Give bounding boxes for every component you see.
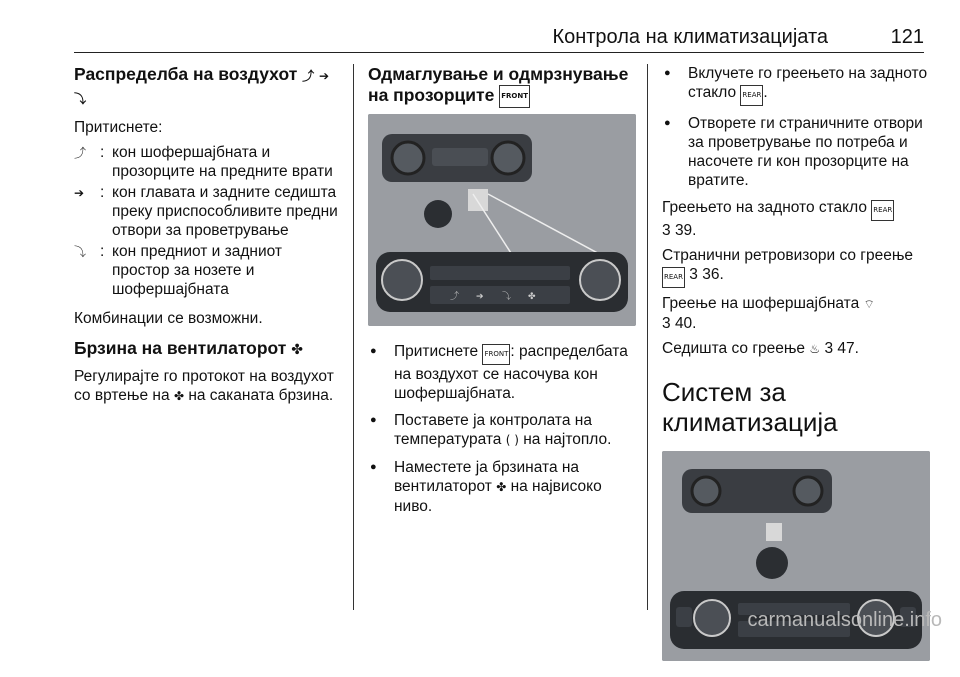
list-item: ● Поставете ја контролата на температурата ( ) на најтопло.	[368, 411, 636, 450]
page-ref-arrow: 3	[662, 315, 671, 332]
heading-fan-speed: Брзина на вентилаторот ✤	[74, 338, 342, 361]
page-title: Контрола на климатизацијата	[552, 26, 828, 48]
heading-climate-system: Систем за климатизација	[662, 377, 838, 437]
air-windshield-icon: ⤴	[302, 69, 315, 83]
front-defrost-icon: FRONT	[499, 85, 530, 108]
page-ref-arrow: 3	[662, 222, 671, 239]
air-windshield-icon: ⤴	[74, 146, 87, 160]
fan-icon: ✤	[496, 480, 507, 494]
list-item: ➔ : кон главата и задните седишта преку приспособливите предни отвори за проветрување	[74, 184, 338, 239]
fan-text: Регулирајте го протокот на воздухот со вртење на ✤ на саканата брзина.	[74, 368, 334, 404]
column-2	[368, 64, 636, 524]
defog-steps	[368, 342, 636, 516]
air-feet-icon: ⤵	[74, 92, 87, 106]
list-item: ● Вклучете го греењето на задното стакло REAR .	[662, 64, 930, 106]
svg-text:✤: ✤	[528, 292, 536, 302]
heading-air-distribution: Распределба на воздухот ⤴ ➔ ⤵	[74, 64, 342, 110]
page-ref-arrow: 3	[824, 340, 834, 357]
list-item: ⤵ : кон предниот и задниот простор за нозете и шофершајбната	[74, 243, 283, 298]
fan-icon: ✤	[173, 389, 184, 403]
air-feet-icon: ⤵	[74, 245, 87, 259]
combinations-text: Комбинации се возможни.	[74, 310, 263, 327]
windshield-ref: Греење на шофершајбната ⌔ 3 40.	[662, 295, 875, 332]
page-number: 121	[890, 26, 924, 48]
page-header	[74, 10, 924, 53]
air-face-icon: ➔	[319, 69, 330, 83]
mirrors-ref: Странични ретровизори со греење REAR 3 36.	[662, 246, 930, 288]
rear-heat-ref: Греењето на задното стакло REAR 3 39.	[662, 199, 893, 239]
svg-text:⤵: ⤵	[502, 292, 512, 302]
seats-ref: Седишта со греење ♨ 3 47.	[662, 340, 859, 357]
svg-text:⤴: ⤴	[450, 292, 460, 302]
svg-text:➔: ➔	[476, 292, 484, 302]
heading-defog: Одмаглување и одмрзнување на прозорците FRONT	[368, 64, 636, 108]
list-item: ● Наместете ја брзината на вентилаторот ✤ на највисоко ниво.	[368, 458, 636, 516]
windshield-heat-icon: ⌔	[863, 297, 875, 311]
watermark: carmanualsonline.info	[747, 609, 942, 631]
press-label: Притиснете:	[74, 119, 163, 136]
list-item: ⤴ : кон шофершајбната и прозорците на предните врати	[74, 144, 333, 180]
defog-steps-continued	[662, 64, 930, 190]
column-3	[662, 64, 930, 677]
climate-panel-photo	[368, 114, 636, 326]
distribution-list	[74, 143, 342, 299]
list-item: ● Притиснете FRONT : распределбата на воздухот се насочува кон шофершајбната.	[368, 342, 636, 403]
rear-defrost-icon: REAR	[662, 267, 685, 288]
fan-icon: ✤	[291, 342, 303, 358]
rear-defrost-icon: REAR	[871, 200, 894, 221]
front-defrost-icon: FRONT	[482, 344, 510, 365]
list-item: ● Отворете ги страничните отвори за проветрување по потреба и насочете ги кон прозорците на вратите.	[662, 114, 930, 190]
temperature-icon: ( )	[505, 433, 519, 447]
column-1	[74, 64, 342, 412]
rear-defrost-icon: REAR	[740, 85, 763, 106]
heated-seat-icon: ♨	[809, 342, 821, 356]
page-ref-arrow: 3	[689, 266, 698, 283]
air-face-icon: ➔	[74, 186, 85, 200]
climate-panel-illustration	[368, 114, 636, 326]
column-divider	[353, 64, 354, 610]
column-divider	[647, 64, 648, 610]
